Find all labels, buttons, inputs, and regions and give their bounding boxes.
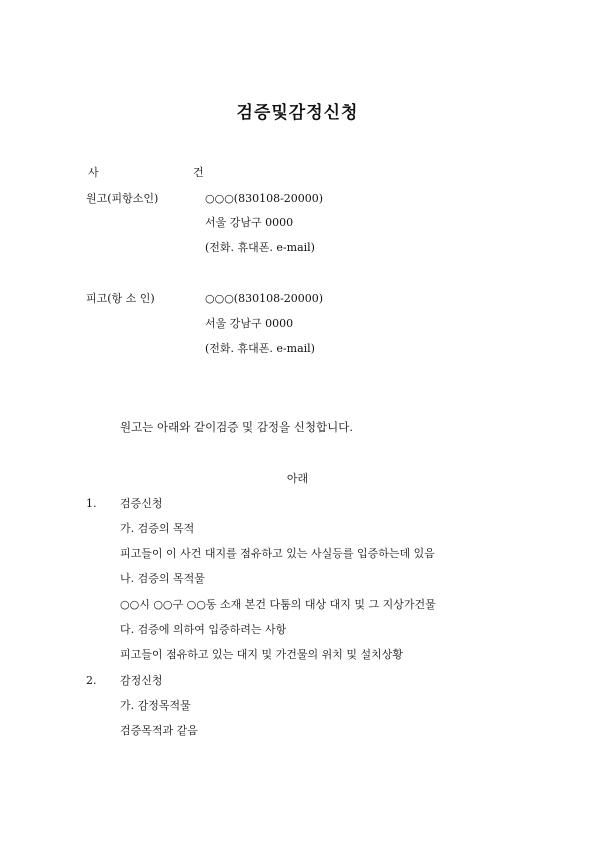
defendant-name-id: ○○○(830108-20000) [205, 292, 324, 305]
section-number: 2. [86, 674, 97, 687]
section-line: 나. 검증의 목적물 [120, 572, 205, 585]
defendant-label: 피고(항 소 인) [86, 292, 155, 305]
case-label-char-2: 건 [193, 166, 204, 179]
section-number: 1. [86, 497, 97, 510]
defendant-contact: (전화. 휴대폰. e-mail) [205, 342, 315, 355]
plaintiff-contact: (전화. 휴대폰. e-mail) [205, 241, 315, 254]
section-line: 가. 감정목적물 [120, 699, 191, 712]
section-line: 다. 검증에 의하여 입증하려는 사항 [120, 623, 287, 636]
plaintiff-label: 원고(피항소인) [86, 192, 159, 205]
page-title: 검증및감정신청 [236, 103, 359, 123]
section-title: 감정신청 [120, 674, 163, 687]
section-line: ○○시 ○○구 ○○동 소재 본건 다툼의 대상 대지 및 그 지상가건물 [120, 598, 436, 611]
case-label-char-1: 사 [88, 166, 99, 179]
section-line: 피고들이 점유하고 있는 대지 및 가건물의 위치 및 설치상황 [120, 648, 403, 661]
section-title: 검증신청 [120, 497, 163, 510]
defendant-address: 서울 강남구 0000 [205, 317, 294, 330]
section-line: 피고들이 이 사건 대지를 점유하고 있는 사실등를 입증하는데 있음 [120, 547, 435, 560]
plaintiff-name-id: ○○○(830108-20000) [205, 192, 324, 205]
below-heading: 아래 [286, 472, 309, 485]
plaintiff-address: 서울 강남구 0000 [205, 216, 294, 229]
intro-sentence: 원고는 아래와 같이검증 및 감정을 신청합니다. [120, 420, 354, 434]
section-line: 가. 검증의 목적 [120, 522, 195, 535]
section-line: 검증목적과 같음 [120, 724, 198, 737]
